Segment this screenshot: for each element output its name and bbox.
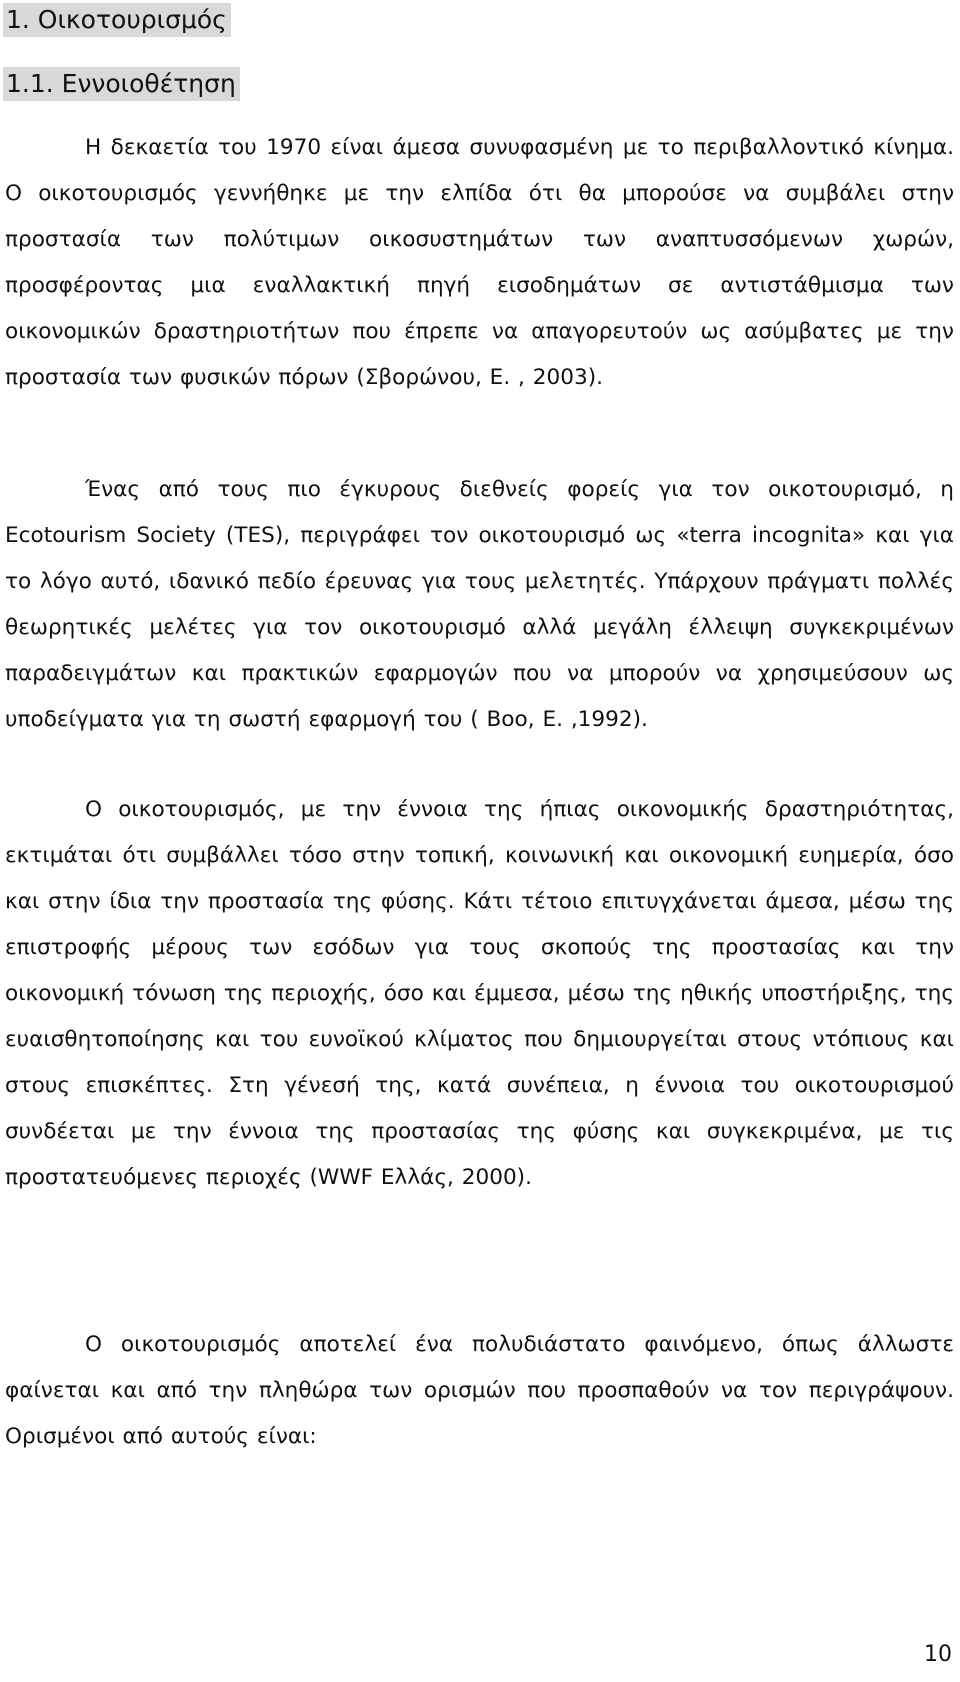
paragraph-2: Ένας από τους πιο έγκυρους διεθνείς φορείς για τον οικοτουρισμό, η Ecotourism Society (TES), περιγράφει τον οικοτουρισμό ως «terra incognita» και για το λόγο αυτό, ιδανικό πεδίο έρευνας για τους μελετητές. Υπάρχουν πράγματι πολλές θεωρητικές μελέτες για τον οικοτουρισμό αλλά μεγάλη έλλειψη συγκεκριμένων παραδειγμάτων και πρακτικών εφαρμογών που να μπορούν να χρησιμεύσουν ως υποδείγματα για τη σωστή εφαρμογή του ( Boo, E. ,1992). [5, 477, 954, 732]
page-number: 10 [924, 1642, 952, 1667]
section-heading: 1.1. Εννοιοθέτηση [3, 67, 240, 101]
paragraph-1: Η δεκαετία του 1970 είναι άμεσα συνυφασμένη με το περιβαλλοντικό κίνημα. Ο οικοτουρισμός γεννήθηκε με την ελπίδα ότι θα μπορούσε να συμβάλει στην προστασία των πολύτιμων οικοσυστημάτων των αναπτυσσόμενων χωρών, προσφέροντας μια εναλλακτική πηγή εισοδημάτων σε αντιστάθμισμα των οικονομικών δραστηριοτήτων που έπρεπε να απαγορευτούν ως ασύμβατες με την προστασία των φυσικών πόρων (Σβορώνου, Ε. , 2003). [5, 135, 954, 390]
paragraph-4: Ο οικοτουρισμός αποτελεί ένα πολυδιάστατο φαινόμενο, όπως άλλωστε φαίνεται και από την πληθώρα των ορισμών που προσπαθούν να τον περιγράψουν. Ορισμένοι από αυτούς είναι: [5, 1332, 954, 1449]
paragraph-3: Ο οικοτουρισμός, με την έννοια της ήπιας οικονομικής δραστηριότητας, εκτιμάται ότι συμβάλλει τόσο στην τοπική, κοινωνική και οικονομική ευημερία, όσο και στην ίδια την προστασία της φύσης. Κάτι τέτοιο επιτυγχάνεται άμεσα, μέσω της επιστροφής μέρους των εσόδων για τους σκοπούς της προστασίας και την οικονομική τόνωση της περιοχής, όσο και έμμεσα, μέσω της ηθικής υποστήριξης, της ευαισθητοποίησης και του ευνοϊκού κλίματος που δημιουργείται στους ντόπιους και στους επισκέπτες. Στη γένεσή της, κατά συνέπεια, η έννοια του οικοτουρισμού συνδέεται με την έννοια της προστασίας της φύσης και συγκεκριμένα, με τις προστατευόμενες περιοχές (WWF Ελλάς, 2000). [5, 797, 954, 1190]
chapter-heading: 1. Οικοτουρισμός [3, 3, 231, 37]
